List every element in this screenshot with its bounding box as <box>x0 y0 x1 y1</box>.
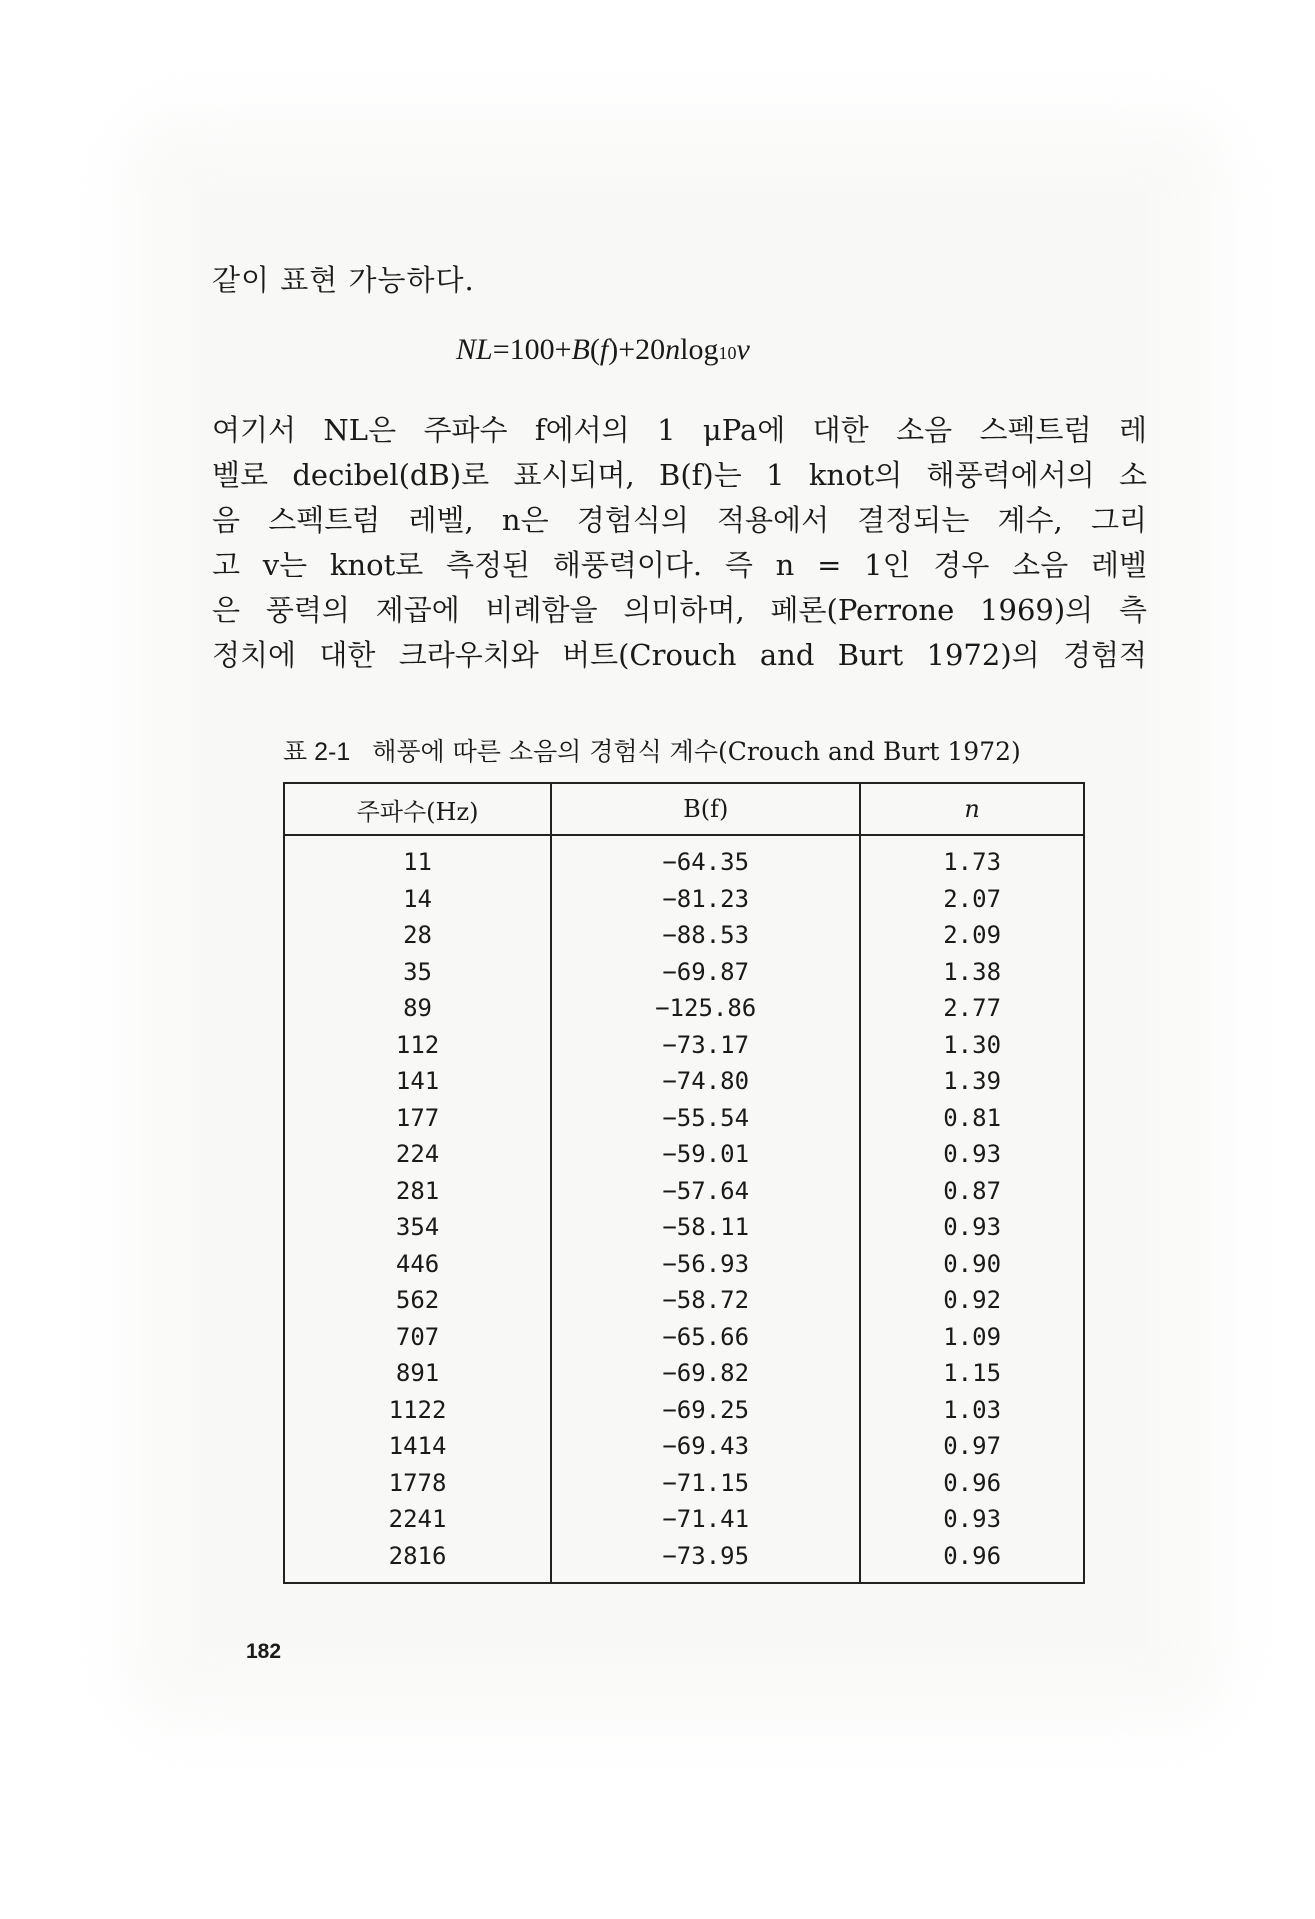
cell-n: 2.07 <box>943 884 1002 913</box>
cell-n: 0.96 <box>943 1541 1002 1570</box>
cell-bf: −73.17 <box>551 1027 860 1064</box>
table-row <box>284 835 1084 881</box>
cell-bf: −69.82 <box>551 1355 860 1392</box>
paragraph-line: 은 풍력의 제곱에 비례함을 의미하며, 페론(Perrone 1969)의 측 <box>212 593 1147 627</box>
cell-frequency: 28 <box>284 917 551 954</box>
cell-bf: −88.53 <box>551 917 860 954</box>
cell-frequency: 177 <box>284 1100 551 1137</box>
paragraph-line: 벨로 decibel(dB)로 표시되며, B(f)는 1 knot의 해풍력에서의 소 <box>212 458 1147 492</box>
cell-n: 1.09 <box>943 1322 1002 1351</box>
intro-line: 같이 표현 가능하다. <box>212 263 475 297</box>
table-caption-number: 표 2-1 <box>283 738 351 766</box>
cell-bf: −57.64 <box>551 1173 860 1210</box>
cell-n: 0.93 <box>943 1140 1002 1169</box>
cell-n: 0.87 <box>943 1176 1002 1205</box>
page-number: 182 <box>246 1640 282 1663</box>
table-row <box>284 917 1084 954</box>
header-n: n <box>860 783 1084 835</box>
cell-bf: −81.23 <box>551 881 860 918</box>
table-row <box>284 1465 1084 1502</box>
cell-bf: −71.41 <box>551 1501 860 1538</box>
paragraph-line: 음 스펙트럼 레벨, n은 경험식의 적용에서 결정되는 계수, 그리 <box>212 503 1147 537</box>
table-row <box>284 881 1084 918</box>
formula-f: f <box>599 333 609 366</box>
table-row <box>284 1392 1084 1429</box>
noise-level-formula <box>456 333 750 367</box>
formula-eq: =100+ <box>492 333 572 366</box>
formula-log: log <box>680 333 719 366</box>
cell-bf: −69.25 <box>551 1392 860 1429</box>
cell-frequency: 35 <box>284 954 551 991</box>
cell-frequency: 2816 <box>284 1538 551 1584</box>
cell-bf: −69.87 <box>551 954 860 991</box>
table-row <box>284 1173 1084 1210</box>
cell-n: 0.92 <box>943 1286 1002 1315</box>
cell-n: 1.15 <box>943 1359 1002 1388</box>
header-bf: B(f) <box>551 783 860 835</box>
cell-bf: −58.11 <box>551 1209 860 1246</box>
cell-n: 1.73 <box>943 848 1002 877</box>
table-header-row <box>284 783 1084 835</box>
cell-frequency: 1414 <box>284 1428 551 1465</box>
table-caption <box>283 732 1021 768</box>
table-row <box>284 954 1084 991</box>
cell-n: 0.96 <box>943 1468 1002 1497</box>
table-body <box>284 835 1084 1583</box>
cell-bf: −125.86 <box>551 990 860 1027</box>
cell-frequency: 281 <box>284 1173 551 1210</box>
cell-n: 2.77 <box>943 994 1002 1023</box>
table-row <box>284 1282 1084 1319</box>
formula-mid: +20 <box>618 333 666 366</box>
cell-n: 1.30 <box>943 1030 1002 1059</box>
table-row <box>284 1209 1084 1246</box>
formula-v: v <box>736 333 750 366</box>
paragraph-line: 고 v는 knot로 측정된 해풍력이다. 즉 n = 1인 경우 소음 레벨 <box>212 548 1147 582</box>
table-row <box>284 1246 1084 1283</box>
cell-frequency: 14 <box>284 881 551 918</box>
cell-frequency: 141 <box>284 1063 551 1100</box>
formula-b: B <box>571 333 590 366</box>
cell-n: 1.39 <box>943 1067 1002 1096</box>
table-row <box>284 1319 1084 1356</box>
table-row <box>284 990 1084 1027</box>
cell-bf: −56.93 <box>551 1246 860 1283</box>
table-row <box>284 1538 1084 1584</box>
cell-n: 1.38 <box>943 957 1002 986</box>
cell-frequency: 1122 <box>284 1392 551 1429</box>
cell-n: 1.03 <box>943 1395 1002 1424</box>
cell-n: 0.90 <box>943 1249 1002 1278</box>
cell-frequency: 562 <box>284 1282 551 1319</box>
cell-bf: −71.15 <box>551 1465 860 1502</box>
cell-frequency: 224 <box>284 1136 551 1173</box>
cell-frequency: 1778 <box>284 1465 551 1502</box>
paragraph-line: 정치에 대한 크라우치와 버트(Crouch and Burt 1972)의 경험적 <box>212 638 1147 672</box>
cell-bf: −65.66 <box>551 1319 860 1356</box>
cell-n: 0.81 <box>943 1103 1002 1132</box>
cell-n: 0.93 <box>943 1213 1002 1242</box>
cell-frequency: 446 <box>284 1246 551 1283</box>
cell-bf: −73.95 <box>551 1538 860 1584</box>
header-frequency: 주파수(Hz) <box>284 783 551 835</box>
table-caption-title: 해풍에 따른 소음의 경험식 계수(Crouch and Burt 1972) <box>372 737 1021 766</box>
table-row <box>284 1355 1084 1392</box>
formula-paren-open: ( <box>589 333 600 366</box>
cell-n: 0.93 <box>943 1505 1002 1534</box>
cell-bf: −69.43 <box>551 1428 860 1465</box>
formula-log-base: 10 <box>718 343 737 363</box>
cell-n: 2.09 <box>943 921 1002 950</box>
cell-frequency: 112 <box>284 1027 551 1064</box>
table-row <box>284 1100 1084 1137</box>
cell-bf: −74.80 <box>551 1063 860 1100</box>
cell-frequency: 354 <box>284 1209 551 1246</box>
paragraph-line: 여기서 NL은 주파수 f에서의 1 μPa에 대한 소음 스펙트럼 레 <box>212 413 1147 447</box>
table-row <box>284 1428 1084 1465</box>
cell-bf: −64.35 <box>551 835 860 881</box>
formula-n: n <box>665 333 681 366</box>
cell-frequency: 11 <box>284 835 551 881</box>
formula-lhs: NL <box>456 333 493 366</box>
cell-bf: −55.54 <box>551 1100 860 1137</box>
cell-frequency: 89 <box>284 990 551 1027</box>
cell-n: 0.97 <box>943 1432 1002 1461</box>
cell-bf: −59.01 <box>551 1136 860 1173</box>
cell-frequency: 2241 <box>284 1501 551 1538</box>
coefficient-table <box>283 782 1085 1584</box>
formula-paren-close: ) <box>608 333 619 366</box>
cell-frequency: 707 <box>284 1319 551 1356</box>
table-row <box>284 1501 1084 1538</box>
table-row <box>284 1027 1084 1064</box>
body-paragraph <box>212 408 1147 678</box>
table-row <box>284 1136 1084 1173</box>
cell-bf: −58.72 <box>551 1282 860 1319</box>
table-row <box>284 1063 1084 1100</box>
cell-frequency: 891 <box>284 1355 551 1392</box>
